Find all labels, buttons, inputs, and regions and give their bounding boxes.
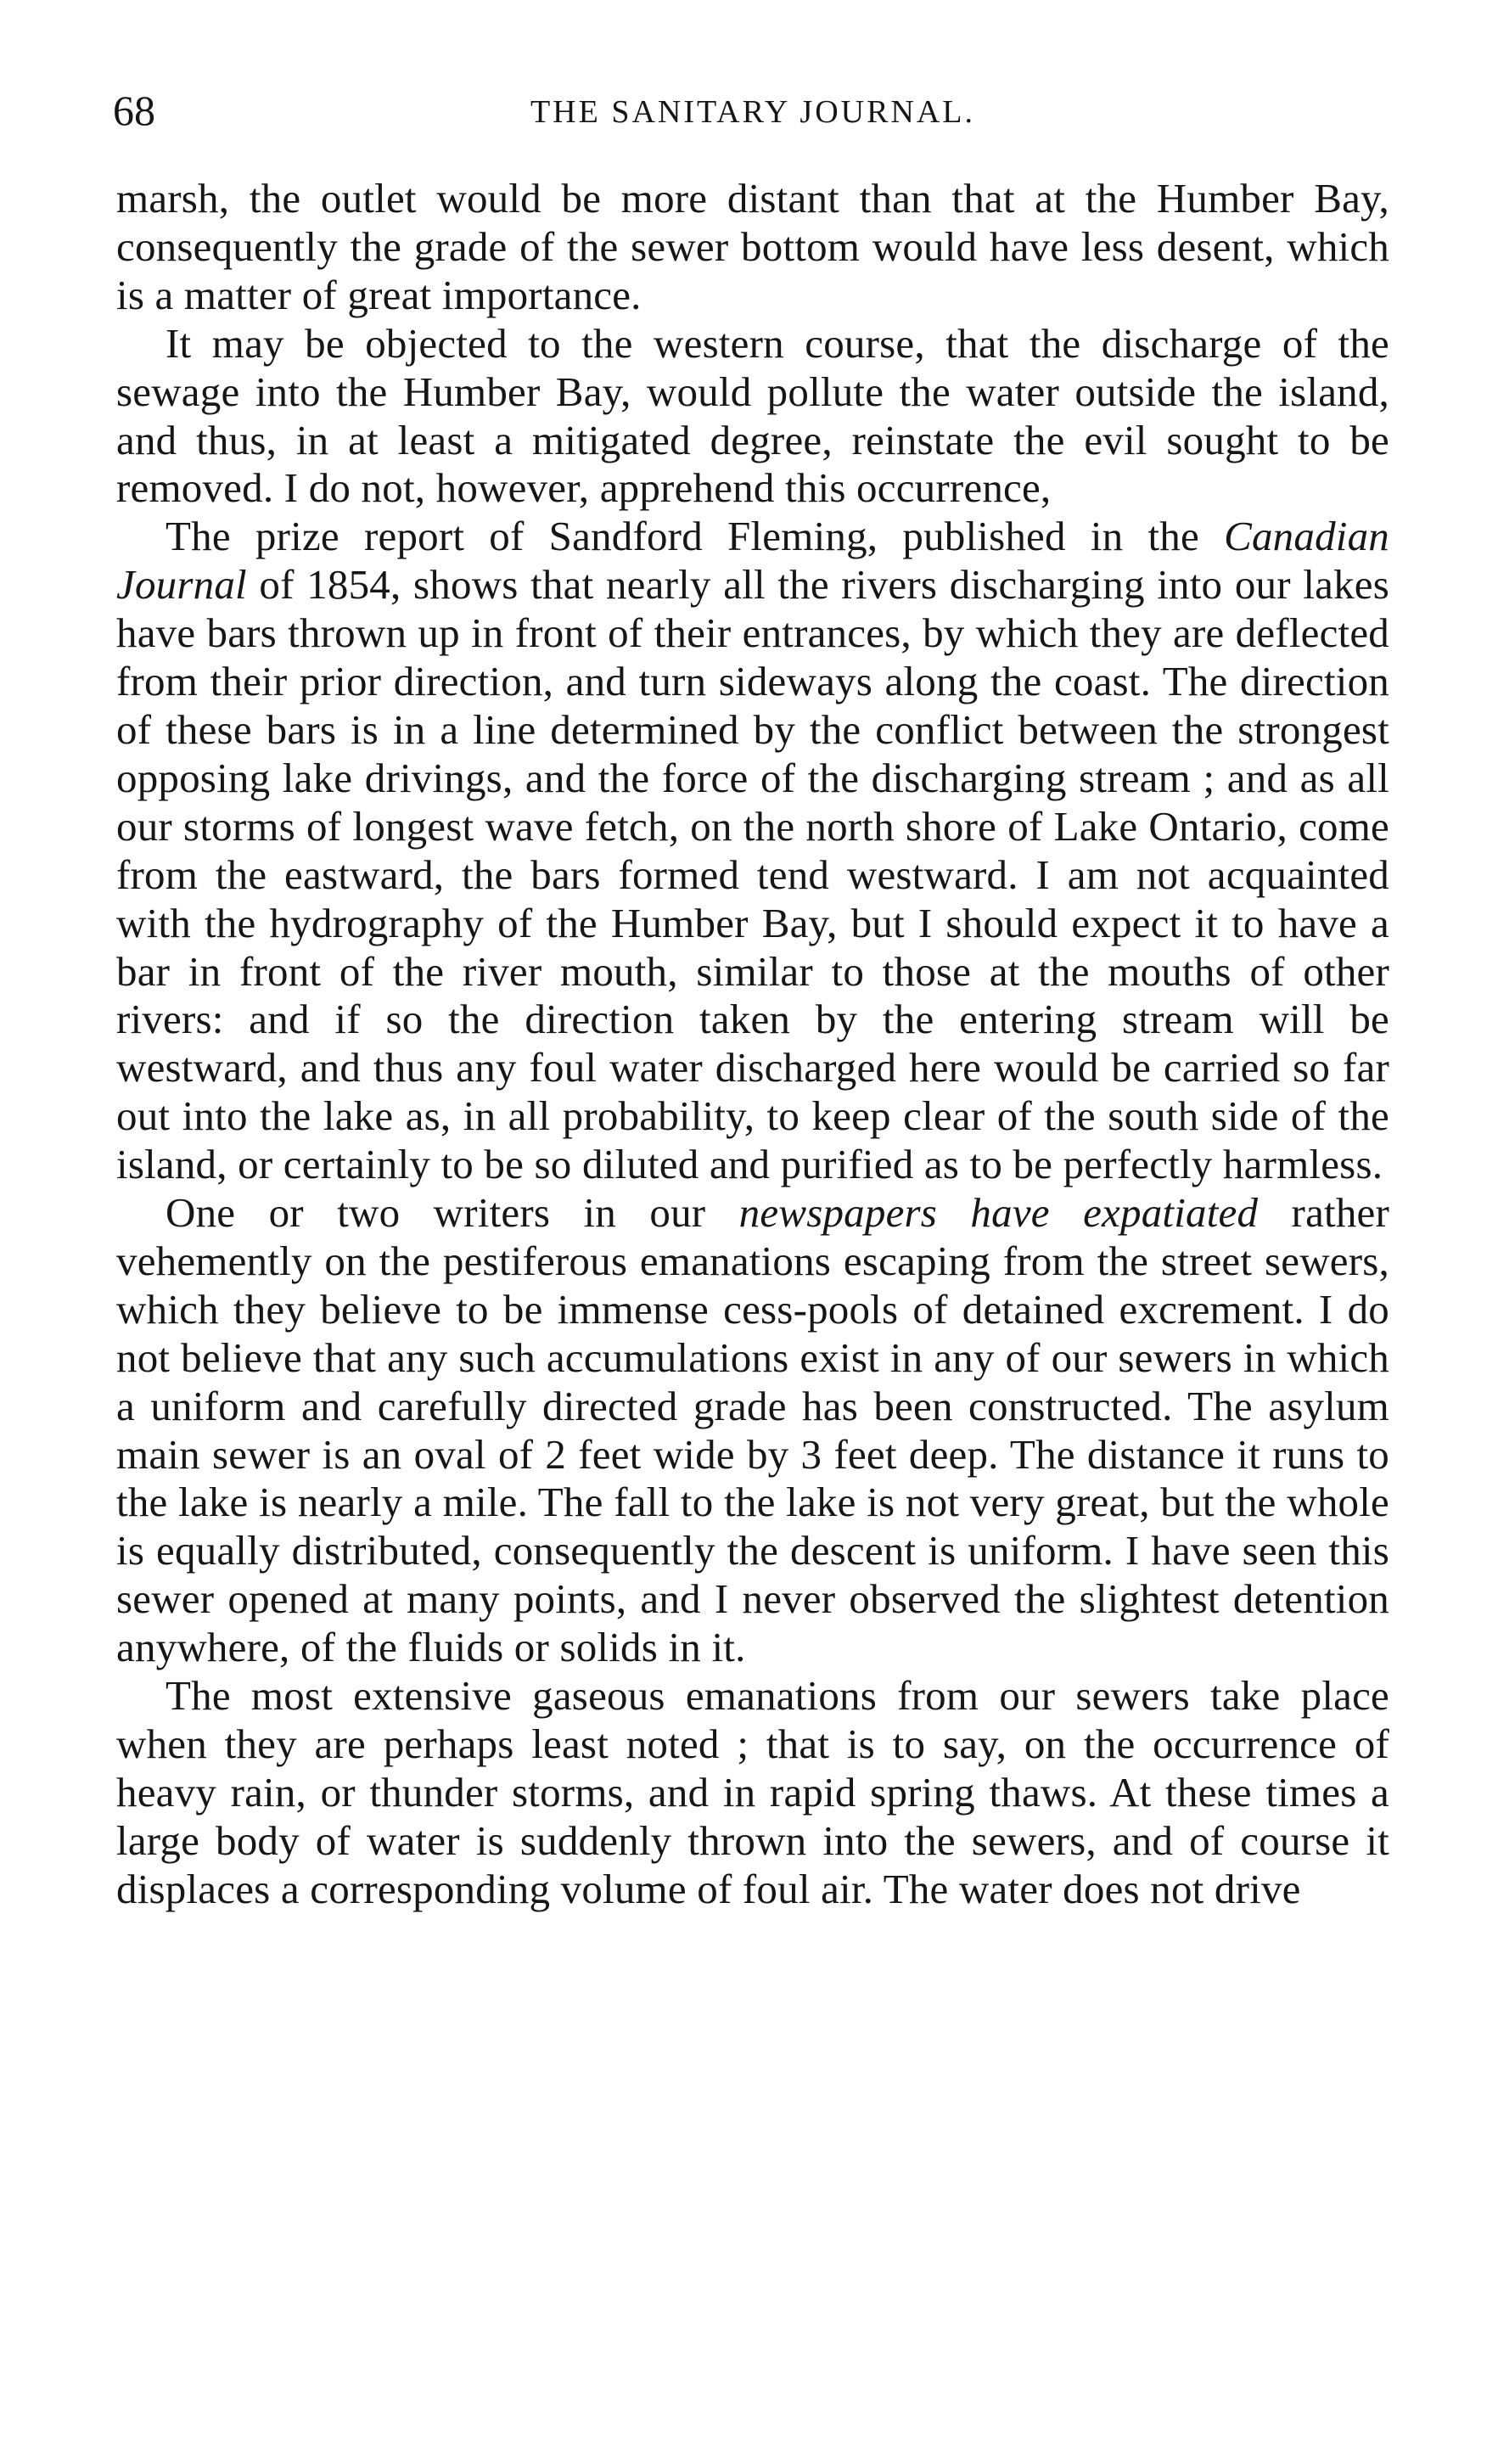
paragraph-4-italic: newspapers have expatiated — [738, 1189, 1259, 1237]
paragraph-5: The most extensive gaseous emanations from our sewers take place when they are perhaps least noted ; that is to say, on the occurrence of heavy rain, or thunder storms, and in rapid spring thaws. At these times a large body of water is suddenly thrown into the sewers, and of course it displaces a corresponding volume of foul air. The water does not drive — [116, 1672, 1389, 1912]
journal-page — [113, 85, 1390, 1914]
paragraph-3-text-b: of 1854, shows that nearly all the rivers discharging into our lakes have bars thrown up in front of their entrances, by which they are deflected from their prior direction, and turn sideways along the coast. The direction of these bars is in a line determined by the conflict between the strongest opposing lake drivings, and the force of the discharging stream ; and as all our storms of longest wave fetch, on the north shore of Lake Ontario, come from the eastward, the bars formed tend westward. I am not acquainted with the hydrography of the Humber Bay, but I should expect it to have a bar in front of the river mouth, similar to those at the mouths of other rivers: and if so the direction taken by the entering stream will be westward, and thus any foul water discharged here would be carried so far out into the lake as, in all probability, to keep clear of the south side of the island, or certainly to be so diluted and purified as to be perfectly harmless. — [116, 561, 1389, 1188]
paragraph-2: It may be objected to the western course, that the discharge of the sewage into the Humber Bay, would pollute the water outside the island, and thus, in at least a mitigated degree, reinstate the evil sought to be removed. I do not, however, apprehend this occurrence, — [116, 319, 1389, 512]
page-header — [113, 85, 1389, 141]
paragraph-3-text-a: The prize report of Sandford Fleming, published in the — [166, 513, 1225, 560]
running-title: THE SANITARY JOURNAL. — [530, 94, 976, 130]
paragraph-3 — [116, 513, 1389, 1189]
page-number: 68 — [113, 87, 155, 134]
journal-title-italic: Canadian Journal — [116, 513, 1389, 609]
paragraph-4-text-a: One or two writers in our — [166, 1189, 739, 1237]
paragraph-4-text-b: rather vehemently on the pestiferous emanations escaping from the street sewers, which they believe to be immense cess-pools of detained excrement. I do not believe that any such accumulations exist in any of our sewers in which a uniform and carefully directed grade has been constructed. The asylum main sewer is an oval of 2 feet wide by 3 feet deep. The distance it runs to the lake is nearly a mile. The fall to the lake is not very great, but the whole is equally distributed, consequently the descent is uniform. I have seen this sewer opened at many points, and I never observed the slightest detention anywhere, of the fluids or solids in it. — [116, 1189, 1390, 1671]
paragraph-4 — [116, 1189, 1389, 1672]
paragraph-1: marsh, the outlet would be more distant than that at the Humber Bay, consequently the grade of the sewer bottom would have less desent, which is a matter of great importance. — [116, 175, 1389, 318]
